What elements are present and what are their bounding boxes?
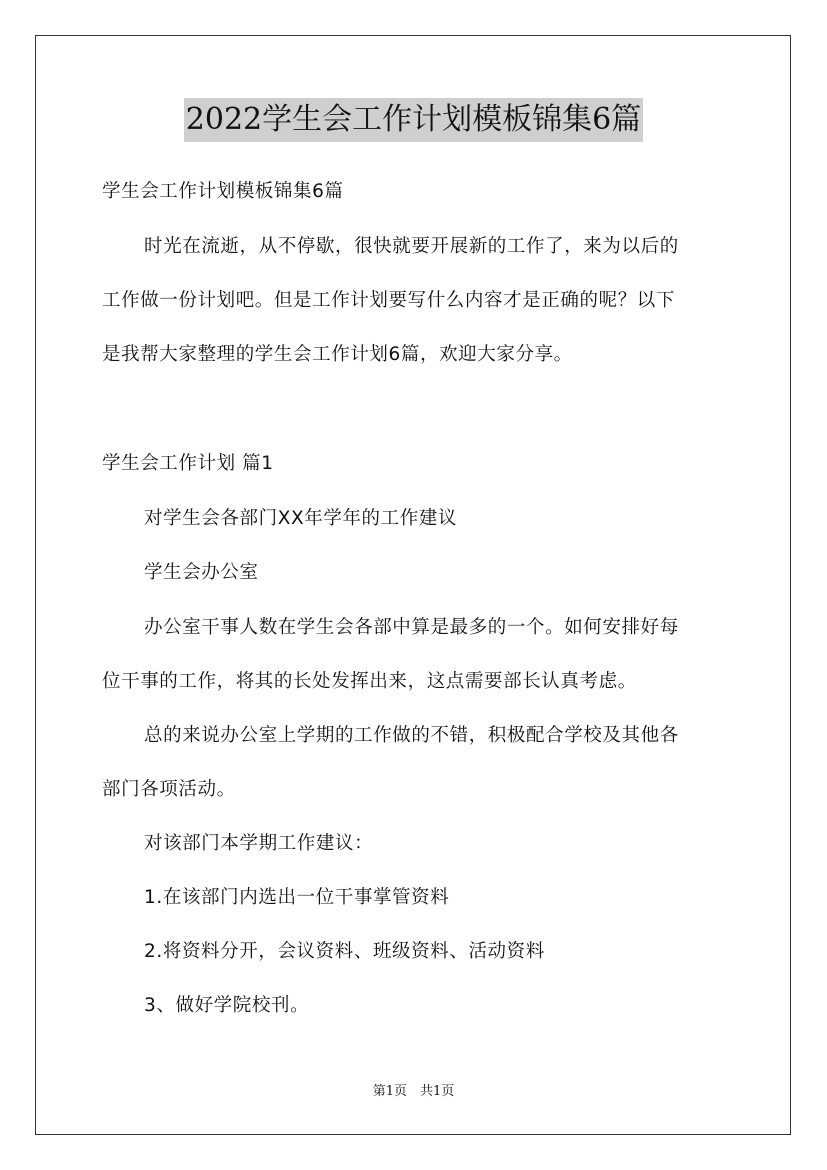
section-heading: 学生会工作计划 篇1 xyxy=(102,453,274,474)
page-footer: 第1页 共1页 xyxy=(372,1084,455,1099)
intro-line: 是我帮大家整理的学生会工作计划6篇，欢迎大家分享。 xyxy=(102,344,573,365)
intro-line: 工作做一份计划吧。但是工作计划要写什么内容才是正确的呢？以下 xyxy=(102,290,676,311)
list-item: 2.将资料分开，会议资料、班级资料、活动资料 xyxy=(144,941,545,962)
intro-line: 时光在流逝，从不停歇，很快就要开展新的工作了，来为以后的 xyxy=(144,236,679,257)
paragraph-line: 总的来说办公室上学期的工作做的不错，积极配合学校及其他各 xyxy=(144,725,679,746)
paragraph-line: 学生会办公室 xyxy=(144,562,259,583)
title-container xyxy=(0,98,827,142)
list-item: 3、做好学院校刊。 xyxy=(144,995,310,1016)
paragraph-line: 办公室干事人数在学生会各部中算是最多的一个。如何安排好每 xyxy=(144,617,679,638)
list-item: 1.在该部门内选出一位干事掌管资料 xyxy=(144,887,450,908)
paragraph-line: 部门各项活动。 xyxy=(102,779,236,800)
paragraph-line: 位干事的工作，将其的长处发挥出来，这点需要部长认真考虑。 xyxy=(102,671,637,692)
document-subtitle: 学生会工作计划模板锦集6篇 xyxy=(102,181,344,202)
paragraph-line: 对该部门本学期工作建议： xyxy=(144,833,374,854)
paragraph-line: 对学生会各部门XX年学年的工作建议 xyxy=(144,508,458,529)
document-title: 2022学生会工作计划模板锦集6篇 xyxy=(184,98,643,142)
